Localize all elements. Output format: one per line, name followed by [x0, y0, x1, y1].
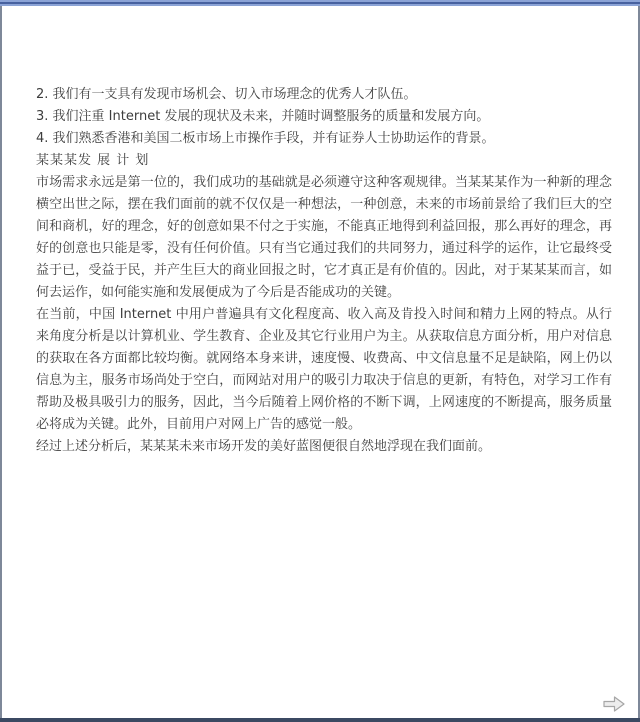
list-item: 4. 我们熟悉香港和美国二板市场上市操作手段，并有证券人士协助运作的背景。: [36, 131, 495, 146]
list-item: 2. 我们有一支具有发现市场机会、切入市场理念的优秀人才队伍。: [36, 87, 417, 102]
document-content: [2, 0, 638, 722]
section-heading: 某某某发 展 计 划: [36, 153, 150, 168]
paragraph: 经过上述分析后，某某某未来市场开发的美好蓝图便很自然地浮现在我们面前。: [36, 439, 492, 454]
paragraph: 在当前，中国 Internet 中用户普遍具有文化程度高、收入高及肯投入时间和精力上网的特点。从行来角度分析是以计算机业、学生教育、企业及其它行业用户为主。从获取信息方面分析，用户对信息的获取在各方面都比较均衡。就网络本身来讲，速度慢、收费高、中文信息量不足是缺陷，网上仍以信息为主，服务市场尚处于空白，而网站对用户的吸引力取决于信息的更新，有特色，对学习工作有帮助及极具吸引力的服务，因此，当今后随着上网价格的不断下调，上网速度的不断提高，服务质量必将成为关键。此外，目前用户对网上广告的感觉一般。: [36, 307, 612, 432]
paragraph: 市场需求永远是第一位的，我们成功的基础就是必须遵守这种客观规律。当某某某作为一种新的理念横空出世之际，摆在我们面前的就不仅仅是一种想法，一种创意，未来的市场前景给了我们巨大的空间和商机，好的理念，好的创意如果不付之于实施，不能真正地得到利益回报，那么再好的理念，再好的创意也只能是零，没有任何价值。只有当它通过我们的共同努力，通过科学的运作，让它最终受益于已，受益于民，并产生巨大的商业回报之时，它才真正是有价值的。因此，对于某某某而言，如何去运作，如何能实施和发展便成为了今后是否能成功的关键。: [36, 175, 612, 300]
forward-arrow-icon[interactable]: [602, 695, 626, 713]
list-item: 3. 我们注重 Internet 发展的现状及未来，并随时调整服务的质量和发展方向。: [36, 109, 490, 124]
page-border-top: [0, 0, 640, 6]
page-border-bottom: [0, 718, 640, 722]
